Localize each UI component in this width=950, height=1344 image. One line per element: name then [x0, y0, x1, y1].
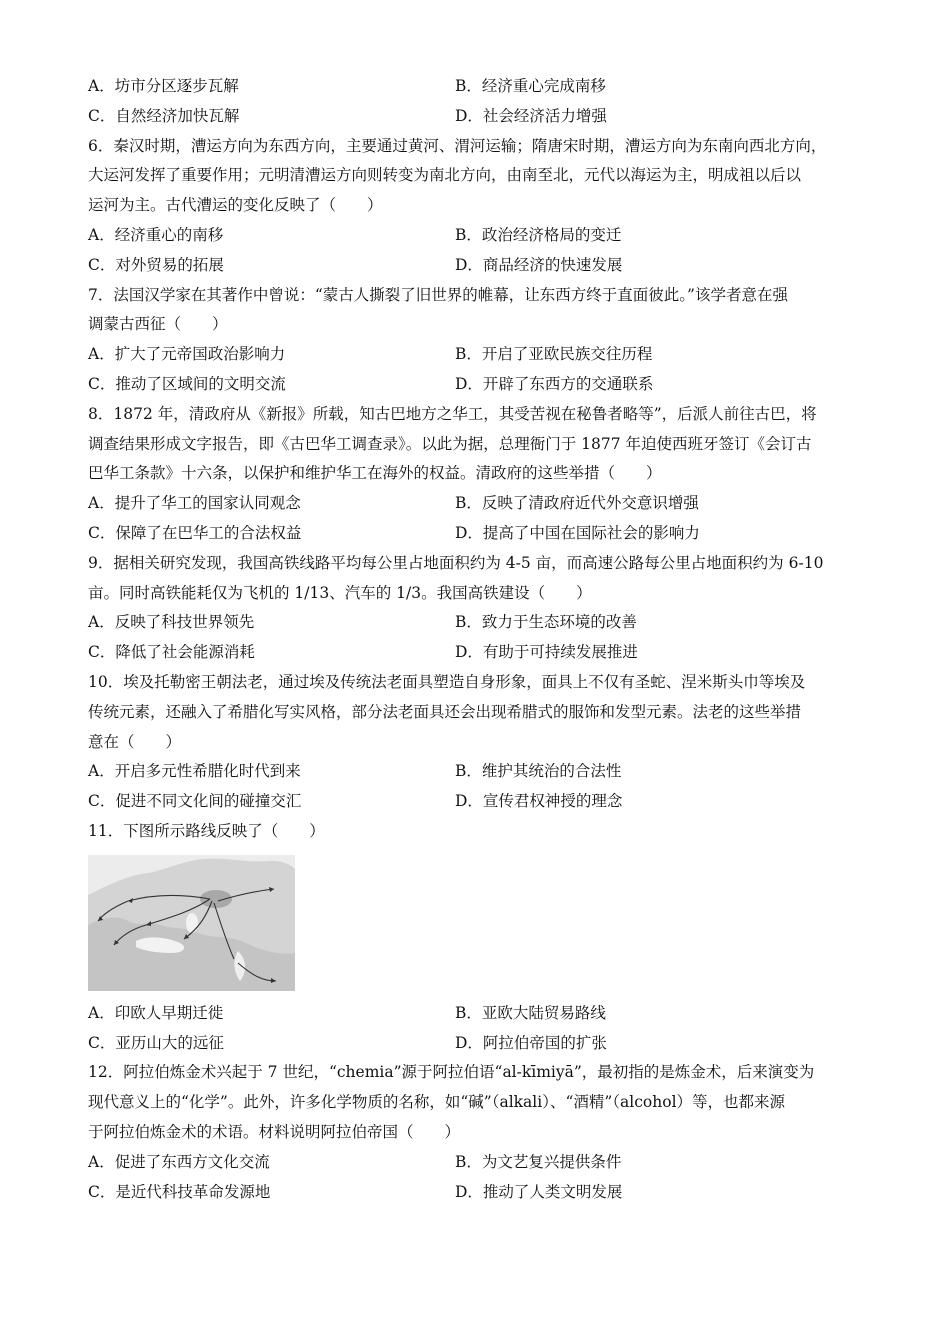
exam-page [88, 72, 863, 1207]
option-a: A．坊市分区逐步瓦解 [88, 77, 239, 95]
question-8-line-3: 巴华工条款》十六条，以保护和维护华工在海外的权益。清政府的这些举措（ ） [88, 464, 662, 483]
question-8-options-row-2 [88, 519, 863, 549]
option-b: B．维护其统治的合法性 [455, 762, 622, 781]
option-d: D．推动了人类文明发展 [455, 1182, 623, 1201]
question-7-options-row-2 [88, 370, 863, 400]
question-10-options-row-2 [88, 787, 863, 817]
question-7-line-1: 7．法国汉学家在其著作中曾说：“蒙古人撕裂了旧世界的帷幕，让东西方终于直面彼此。”该学者意在强 [88, 285, 788, 304]
option-a: A．提升了华工的国家认同观念 [88, 494, 301, 513]
option-d: D．提高了中国在国际社会的影响力 [455, 523, 700, 542]
question-9 [88, 549, 863, 668]
option-d: D．商品经济的快速发展 [455, 255, 623, 274]
option-d: D．阿拉伯帝国的扩张 [455, 1033, 607, 1052]
q5-options-row-2 [88, 102, 863, 132]
question-11-line-1: 11．下图所示路线反映了（ ） [88, 821, 325, 840]
question-6-options-row-1 [88, 221, 863, 251]
question-10 [88, 668, 863, 817]
map-image [88, 855, 295, 991]
question-6-options-row-2 [88, 251, 863, 281]
option-c: C．亚历山大的远征 [88, 1033, 224, 1052]
question-12-options-row-1 [88, 1148, 863, 1178]
option-c: C．促进不同文化间的碰撞交汇 [88, 792, 302, 811]
question-12-line-2: 现代意义上的“化学”。此外，许多化学物质的名称，如“碱”（alkali）、“酒精”（alcohol）等，也都来源 [88, 1093, 786, 1112]
option-c: C．自然经济加快瓦解 [88, 106, 240, 125]
question-7-options-row-1 [88, 340, 863, 370]
option-c: C．是近代科技革命发源地 [88, 1182, 271, 1201]
question-9-options-row-2 [88, 638, 863, 668]
option-b: B．为文艺复兴提供条件 [455, 1152, 622, 1171]
question-11-options-row-2 [88, 1029, 863, 1059]
option-d: D．社会经济活力增强 [455, 106, 607, 125]
question-6-line-1: 6．秦汉时期，漕运方向为东西方向，主要通过黄河、渭河运输；隋唐宋时期，漕运方向为东南向西北方向， [88, 136, 827, 155]
option-b: B．政治经济格局的变迁 [455, 225, 622, 244]
question-12 [88, 1058, 863, 1207]
question-10-line-2: 传统元素，还融入了希腊化写实风格，部分法老面具还会出现希腊式的服饰和发型元素。法老的这些举措 [88, 702, 802, 721]
option-c: C．推动了区域间的文明交流 [88, 374, 286, 393]
option-d: D．开辟了东西方的交通联系 [455, 374, 654, 393]
question-9-line-2: 亩。同时高铁能耗仅为飞机的 1/13、汽车的 1/3。我国高铁建设（ ） [88, 583, 592, 602]
question-6-line-3: 运河为主。古代漕运的变化反映了（ ） [88, 196, 383, 215]
question-10-line-3: 意在（ ） [88, 732, 182, 751]
option-c: C．降低了社会能源消耗 [88, 643, 255, 662]
question-6-line-2: 大运河发挥了重要作用；元明清漕运方向则转变为南北方向，由南至北，元代以海运为主，明成祖以后以 [88, 166, 802, 185]
question-8-line-1: 8．1872 年，清政府从《新报》所载，知古巴地方之华工，其受苦视在秘鲁者略等”，后派人前往古巴，将 [88, 404, 817, 423]
option-a: A．扩大了元帝国政治影响力 [88, 345, 286, 364]
question-9-options-row-1 [88, 608, 863, 638]
figure-container [88, 847, 863, 999]
question-10-line-1: 10．埃及托勒密王朝法老，通过埃及传统法老面具塑造自身形象，面具上不仅有圣蛇、涅米斯头巾等埃及 [88, 672, 806, 691]
option-a: A．经济重心的南移 [88, 225, 224, 244]
question-9-line-1: 9．据相关研究发现，我国高铁线路平均每公里占地面积约为 4-5 亩，而高速公路每公里占地面积约为 6-10 [88, 553, 824, 572]
question-7 [88, 281, 863, 400]
question-12-line-1: 12．阿拉伯炼金术兴起于 7 世纪，“chemia”源于阿拉伯语“al-kīmiyā”，最初指的是炼金术，后来演变为 [88, 1063, 815, 1082]
option-a: A．反映了科技世界领先 [88, 613, 255, 632]
option-a: A．促进了东西方文化交流 [88, 1152, 270, 1171]
option-d: D．有助于可持续发展推进 [455, 643, 638, 662]
question-10-options-row-1 [88, 757, 863, 787]
option-b: B．致力于生态环境的改善 [455, 613, 637, 632]
option-b: B．开启了亚欧民族交往历程 [455, 345, 653, 364]
option-c: C．保障了在巴华工的合法权益 [88, 523, 302, 542]
option-b: B．经济重心完成南移 [455, 77, 606, 95]
option-c: C．对外贸易的拓展 [88, 255, 224, 274]
question-8 [88, 400, 863, 549]
option-d: D．宣传君权神授的理念 [455, 792, 623, 811]
question-8-line-2: 调查结果形成文字报告，即《古巴华工调查录》。以此为据，总理衙门于 1877 年迫使西班牙签订《会订古 [88, 434, 812, 453]
option-b: B．反映了清政府近代外交意识增强 [455, 494, 699, 513]
question-7-line-2: 调蒙古西征（ ） [88, 315, 228, 334]
option-a: A．开启多元性希腊化时代到来 [88, 762, 301, 781]
question-11 [88, 817, 863, 1058]
question-8-options-row-1 [88, 489, 863, 519]
option-a: A．印欧人早期迁徙 [88, 1003, 224, 1022]
question-12-options-row-2 [88, 1178, 863, 1208]
q5-options-row-1 [88, 72, 863, 102]
question-12-line-3: 于阿拉伯炼金术的术语。材料说明阿拉伯帝国（ ） [88, 1122, 461, 1141]
option-b: B．亚欧大陆贸易路线 [455, 1003, 606, 1022]
question-11-options-row-1 [88, 999, 863, 1029]
question-6 [88, 132, 863, 281]
